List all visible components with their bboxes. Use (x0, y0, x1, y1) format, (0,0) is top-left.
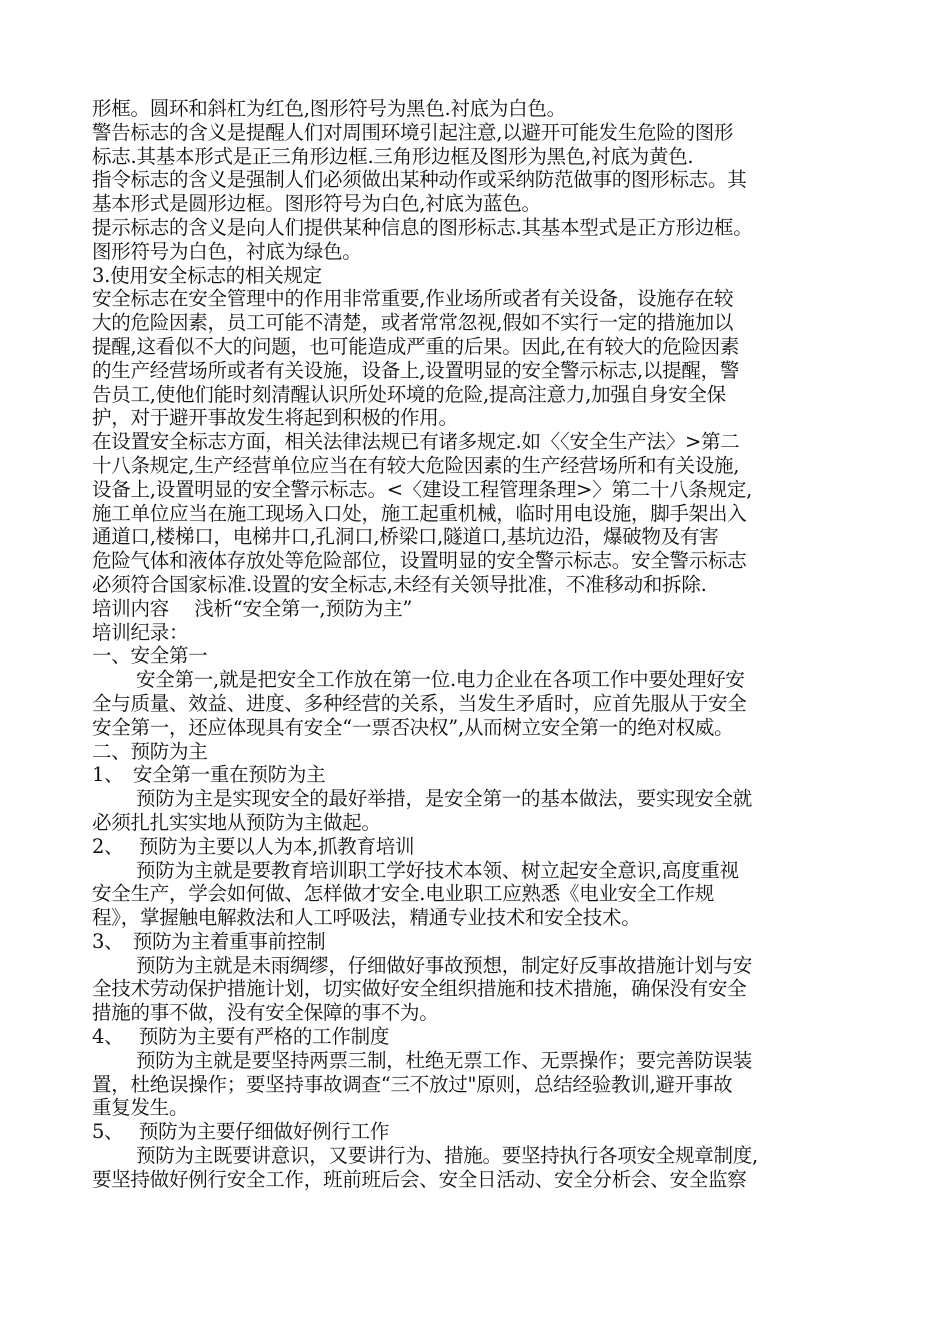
body-line: 提醒,这看似不大的问题，也可能造成严重的后果。因此,在有较大的危险因素 (92, 334, 740, 358)
body-line: 必须扎扎实实地从预防为主做起。 (92, 810, 381, 834)
body-line: 基本形式是圆形边框。图形符号为白色,衬底为蓝色。 (92, 192, 541, 216)
subsection-heading: 4、 预防为主要有严格的工作制度 (92, 1025, 390, 1049)
body-line: 预防为主就是未雨绸缪，仔细做好事故预想，制定好反事故措施计划与安 (136, 953, 753, 977)
body-line: 告员工,使他们能时刻清醒认识所处环境的危险,提高注意力,加强自身安全保 (92, 382, 726, 406)
training-topic: 培训内容 浅析“安全第一,预防为主” (92, 596, 413, 620)
body-line: 警告标志的含义是提醒人们对周围环境引起注意,以避开可能发生危险的图形 (92, 120, 734, 144)
body-line: 预防为主就是要坚持两票三制，杜绝无票工作、无票操作；要完善防误装 (136, 1048, 753, 1072)
body-line: 提示标志的含义是向人们提供某种信息的图形标志.其基本型式是正方形边框。 (92, 215, 753, 239)
body-line: 在设置安全标志方面，相关法律法规已有诸多规定.如〈〈安全生产法〉>第二 (92, 430, 740, 454)
body-line: 安全生产，学会如何做、怎样做才安全.电业职工应熟悉《电业安全工作规 (92, 882, 714, 906)
subsection-heading: 1、 安全第一重在预防为主 (92, 763, 326, 787)
body-line: 施工单位应当在施工现场入口处，施工起重机械，临时用电设施，脚手架出入 (92, 501, 747, 525)
body-line: 重复发生。 (92, 1096, 189, 1120)
body-line: 图形符号为白色，衬底为绿色。 (92, 239, 362, 263)
body-line: 标志.其基本形式是正三角形边框.三角形边框及图形为黑色,衬底为黄色. (92, 144, 694, 168)
body-line: 预防为主是实现安全的最好举措，是安全第一的基本做法，要实现安全就 (136, 787, 753, 811)
body-line: 形框。圆环和斜杠为红色,图形符号为黑色.衬底为白色。 (92, 97, 566, 120)
body-line: 程》，掌握触电解救法和人工呼吸法，精通专业技术和安全技术。 (92, 906, 641, 930)
body-line: 全与质量、效益、进度、多种经营的关系，当发生矛盾时，应首先服从于安全 (92, 691, 747, 715)
body-line: 十八条规定,生产经营单位应当在有较大危险因素的生产经营场所和有关设施, (92, 453, 740, 477)
body-line: 预防为主就是要教育培训职工学好技术本领、树立起安全意识,高度重视 (136, 858, 739, 882)
body-line: 全技术劳动保护措施计划，切实做好安全组织措施和技术措施，确保没有安全 (92, 977, 747, 1001)
document-body (92, 97, 872, 1192)
body-line: 的生产经营场所或者有关设施，设备上,设置明显的安全警示标志,以提醒，警 (92, 358, 740, 382)
section-heading: 二、预防为主 (92, 739, 208, 763)
body-line: 危险气体和液体存放处等危险部位，设置明显的安全警示标志。安全警示标志 (92, 549, 747, 573)
body-line: 安全第一，还应体现具有安全“一票否决权”,从而树立安全第一的绝对权威。 (92, 715, 734, 739)
body-line: 大的危险因素，员工可能不清楚，或者常常忽视,假如不实行一定的措施加以 (92, 311, 734, 335)
body-line: 安全第一,就是把安全工作放在第一位.电力企业在各项工作中要处理好安 (136, 668, 745, 692)
body-line: 置，杜绝误操作；要坚持事故调查“三不放过"原则，总结经验教训,避开事故 (92, 1072, 733, 1096)
body-line: 措施的事不做，没有安全保障的事不为。 (92, 1001, 439, 1025)
subsection-heading: 3、 预防为主着重事前控制 (92, 929, 326, 953)
body-line: 要坚持做好例行安全工作，班前班后会、安全日活动、安全分析会、安全监察 (92, 1167, 747, 1191)
section-heading: 一、安全第一 (92, 644, 208, 668)
section-heading: 3.使用安全标志的相关规定 (92, 263, 322, 287)
training-record-label: 培训纪录： (92, 620, 189, 644)
body-line: 指令标志的含义是强制人们必须做出某种动作或采纳防范做事的图形标志。其 (92, 168, 747, 192)
body-line: 设备上,设置明显的安全警示标志。<〈建设工程管理条理>〉第二十八条规定, (92, 477, 753, 501)
body-line: 必须符合国家标准.设置的安全标志,未经有关领导批准，不准移动和拆除. (92, 572, 707, 596)
body-line: 预防为主既要讲意识，又要讲行为、措施。要坚持执行各项安全规章制度, (136, 1144, 758, 1168)
subsection-heading: 2、 预防为主要以人为本,抓教育培训 (92, 834, 415, 858)
body-line: 护，对于避开事故发生将起到积极的作用。 (92, 406, 458, 430)
body-line: 通道口,楼梯口，电梯井口,孔洞口,桥梁口,隧道口,基坑边沿，爆破物及有害 (92, 525, 719, 549)
body-line: 安全标志在安全管理中的作用非常重要,作业场所或者有关设备，设施存在较 (92, 287, 734, 311)
subsection-heading: 5、 预防为主要仔细做好例行工作 (92, 1120, 390, 1144)
